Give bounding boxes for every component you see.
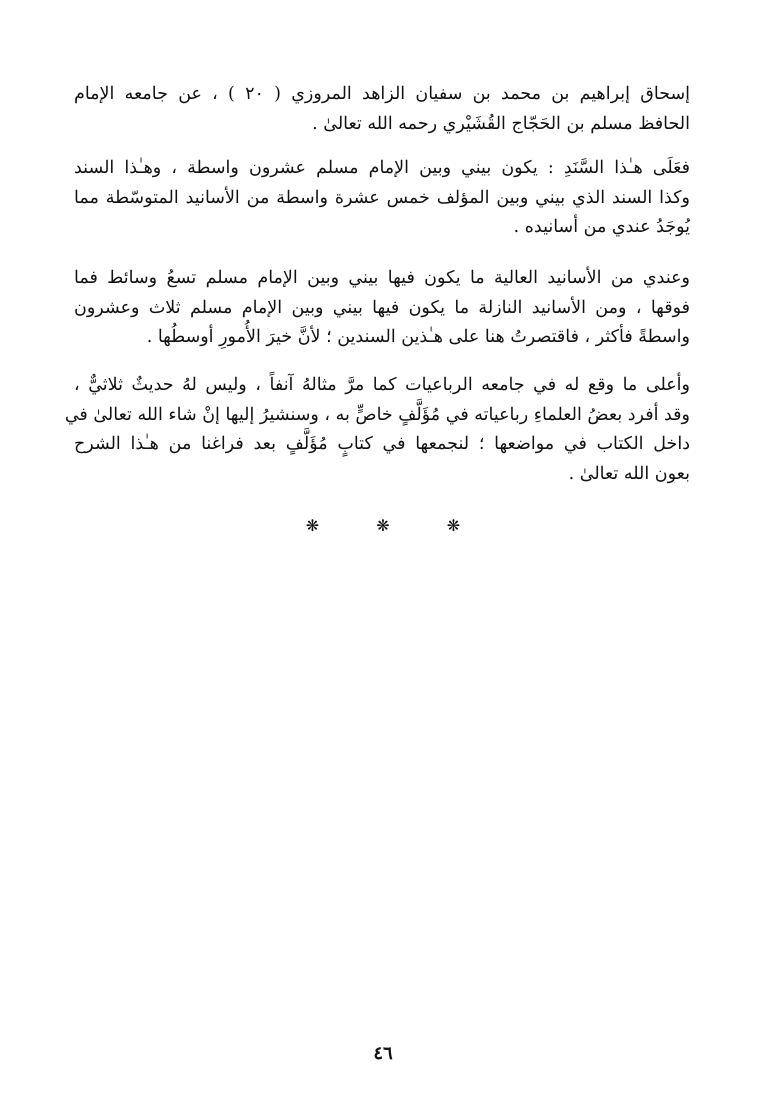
paragraph-line: واسطةً فأكثر ، فاقتصرتُ هنا على هـٰذين السندين ؛ لأنَّ خيرَ الأُمورِ أوسطُها .: [146, 327, 690, 348]
paragraph-4: [64, 371, 690, 489]
paragraph-line: فعَلَى هـٰذا السَّنَدِ : يكون بيني وبين الإمام مسلم عشرون واسطة ، وهـٰذا السند: [74, 158, 690, 178]
paragraph-2: [74, 154, 690, 243]
paragraph-line: وعندي من الأسانيد العالية ما يكون فيها بيني وبين الإمام مسلم تسعُ وسائط فما: [74, 268, 690, 288]
paragraph-line: إسحاق إبراهيم بن محمد بن سفيان الزاهد المروزي ( ٢٠ ) ، عن جامعه الإمام: [74, 84, 690, 104]
paragraph-line: وقد أفرد بعضُ العلماءِ رباعياته في مُؤَلَّفٍ خاصٍّ به ، وسنشيرُ إليها إنْ شاء الله تعالىٰ في: [64, 404, 690, 425]
section-separator-ornament: ❋ ❋ ❋: [305, 516, 487, 535]
page-number: ٤٦: [373, 1043, 393, 1064]
paragraph-line: بعون الله تعالىٰ .: [568, 463, 690, 484]
paragraph-line: يُوجَدُ عندي من أسانيده .: [513, 217, 690, 238]
paragraph-line: وكذا السند الذي بيني وبين المؤلف خمس عشرة واسطة من الأسانيد المتوسّطة مما: [74, 187, 690, 208]
paragraph-3: [74, 264, 690, 353]
paragraph-1: [74, 80, 690, 139]
paragraph-line: الحافظ مسلم بن الحَجّاج القُشَيْري رحمه الله تعالىٰ .: [312, 113, 690, 134]
paragraph-line: داخل الكتاب في مواضعها ؛ لنجمعها في كتابٍ مُؤَلَّفٍ بعد فراغنا من هـٰذا الشرح: [74, 434, 690, 455]
paragraph-line: وأعلى ما وقع له في جامعه الرباعيات كما مرَّ مثالهُ آنفاً ، وليس لهُ حديثٌ ثلاثيٌّ ،: [74, 375, 690, 395]
paragraph-line: فوقها ، ومن الأسانيد النازلة ما يكون فيها بيني وبين الإمام مسلم ثلاث وعشرون: [74, 297, 690, 318]
